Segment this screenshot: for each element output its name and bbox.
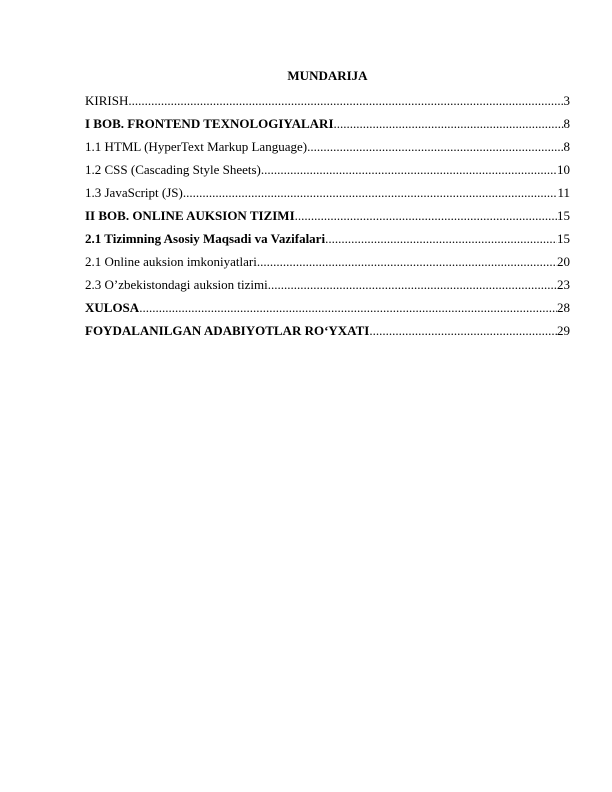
dot-leader xyxy=(128,93,563,109)
toc-entry xyxy=(85,208,570,231)
toc-entry-label: 2.3 O’zbekistondagi auksion tizimi xyxy=(85,277,268,292)
dot-leader xyxy=(307,139,563,155)
toc-entry-page: 8 xyxy=(563,116,570,131)
toc-entry xyxy=(85,254,570,277)
dot-leader xyxy=(334,116,564,132)
toc-entry-page: 28 xyxy=(557,300,570,315)
toc-entry-label: FOYDALANILGAN ADABIYOTLAR RO‘YXATI xyxy=(85,323,370,338)
toc-entry-label: KIRISH xyxy=(85,93,129,108)
toc-entry xyxy=(85,231,570,254)
toc-entry-label: I BOB. FRONTEND TEXNOLOGIYALARI xyxy=(85,116,334,131)
table-of-contents xyxy=(85,93,570,346)
toc-entry-page: 23 xyxy=(557,277,570,292)
dot-leader xyxy=(268,277,557,293)
dot-leader xyxy=(369,323,557,339)
toc-title: MUNDARIJA xyxy=(287,68,368,83)
toc-entry-label: 2.1 Tizimning Asosiy Maqsadi va Vazifalari xyxy=(85,231,326,246)
toc-entry-label: 1.1 HTML (HyperText Markup Language) xyxy=(85,139,308,154)
toc-entry-label: II BOB. ONLINE AUKSION TIZIMI xyxy=(85,208,295,223)
dot-leader xyxy=(261,162,557,178)
dot-leader xyxy=(325,231,557,247)
toc-entry xyxy=(85,185,570,208)
toc-entry-page: 3 xyxy=(563,93,570,108)
toc-entry xyxy=(85,300,570,323)
dot-leader xyxy=(139,300,557,316)
toc-entry xyxy=(85,277,570,300)
dot-leader xyxy=(183,185,558,201)
toc-entry xyxy=(85,162,570,185)
toc-entry-label: 1.3 JavaScript (JS) xyxy=(85,185,183,200)
dot-leader xyxy=(257,254,557,270)
toc-entry-page: 15 xyxy=(557,231,570,246)
toc-entry xyxy=(85,139,570,162)
toc-entry-label: 2.1 Online auksion imkoniyatlari xyxy=(85,254,257,269)
dot-leader xyxy=(295,208,557,224)
toc-entry-page: 29 xyxy=(557,323,570,338)
toc-entry xyxy=(85,93,570,116)
toc-entry xyxy=(85,323,570,346)
toc-entry-page: 10 xyxy=(557,162,570,177)
toc-entry-label: 1.2 CSS (Cascading Style Sheets) xyxy=(85,162,261,177)
toc-entry-label: XULOSA xyxy=(85,300,140,315)
toc-entry-page: 20 xyxy=(557,254,570,269)
toc-entry-page: 15 xyxy=(557,208,570,223)
toc-entry-page: 8 xyxy=(563,139,570,154)
toc-entry xyxy=(85,116,570,139)
toc-entry-page: 11 xyxy=(557,185,570,200)
